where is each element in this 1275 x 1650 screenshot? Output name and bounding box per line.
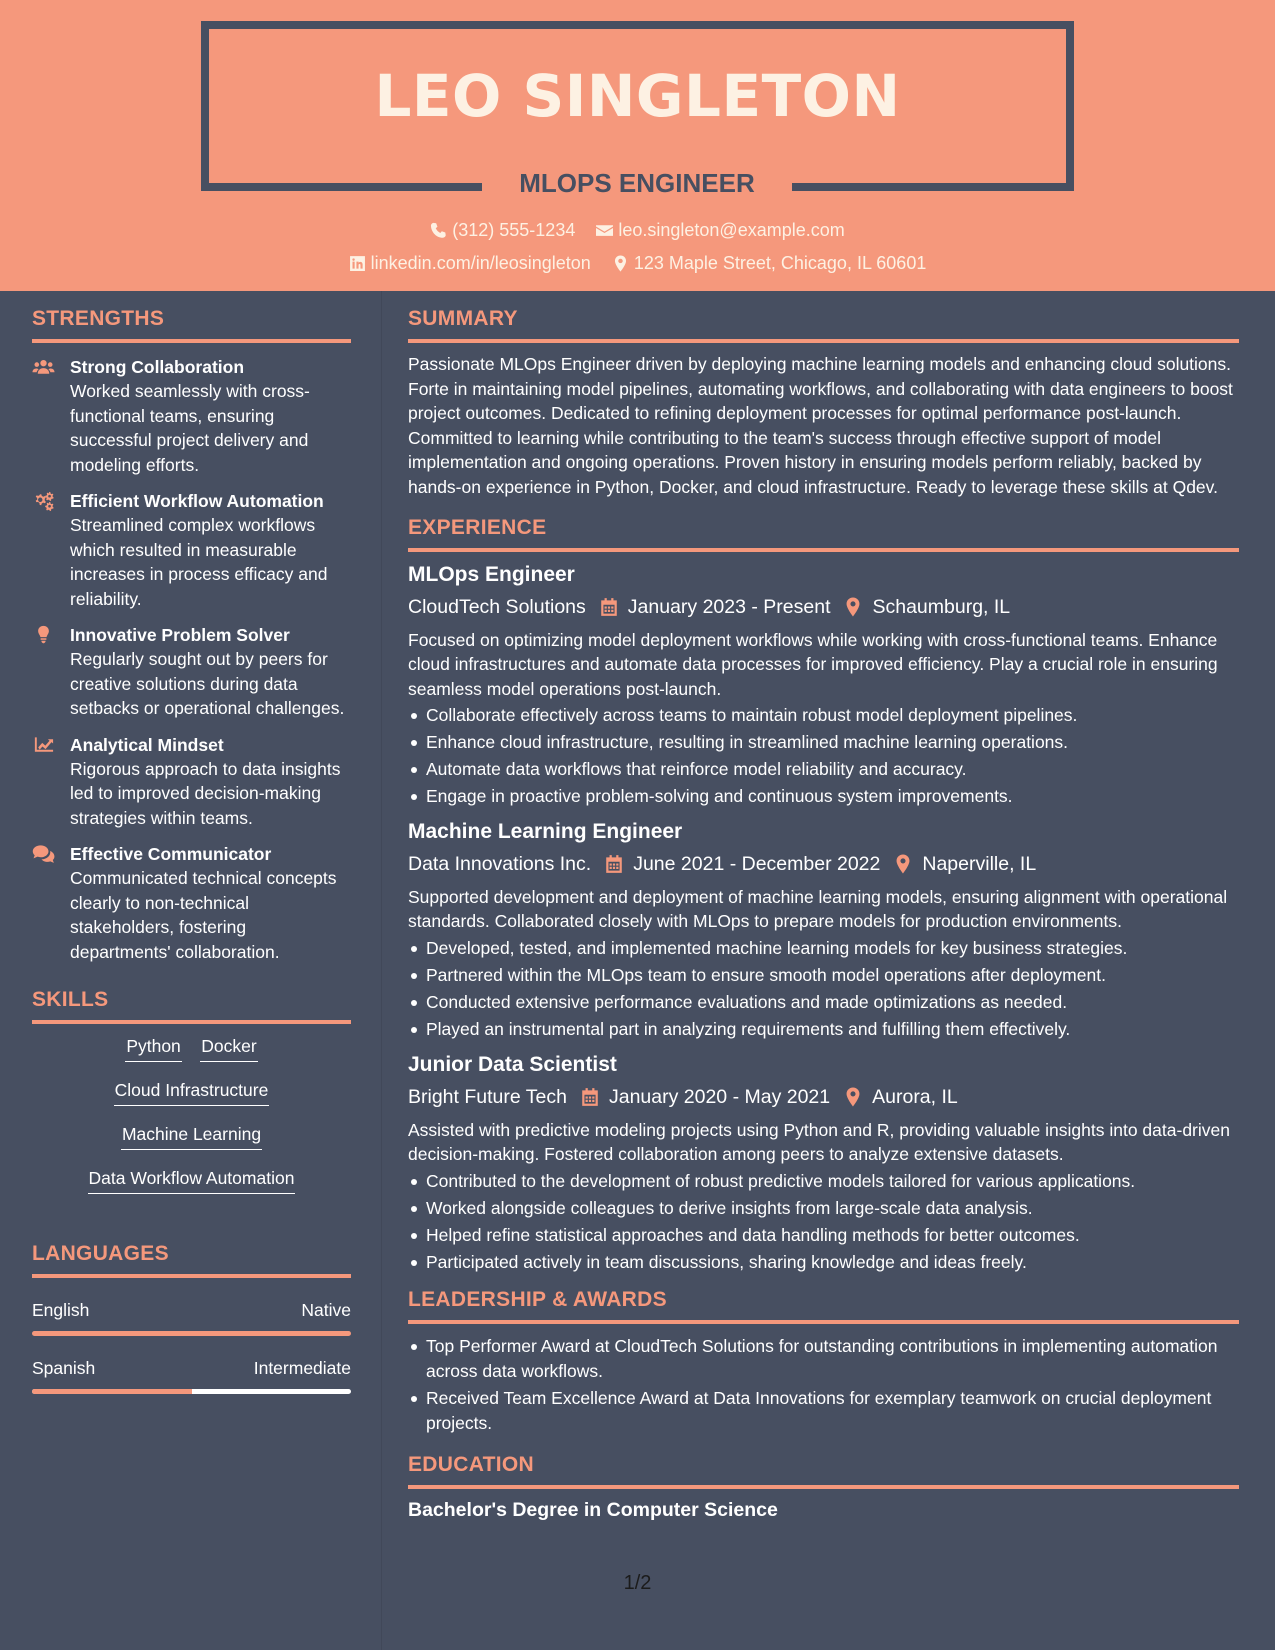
job-bullet: Partnered within the MLOps team to ensure smooth model operations after deployment. xyxy=(408,963,1239,988)
language-item xyxy=(32,1300,351,1336)
strength-desc: Worked seamlessly with cross-functional teams, ensuring successful project delivery and modeling efforts. xyxy=(70,381,310,475)
job-meta xyxy=(408,849,1239,879)
job-bullet: Automate data workflows that reinforce model reliability and accuracy. xyxy=(408,757,1239,782)
page-number: 1/2 xyxy=(623,1572,652,1594)
experience-title: EXPERIENCE xyxy=(408,515,547,539)
languages-section xyxy=(32,1242,351,1394)
phone-text: (312) 555-1234 xyxy=(452,220,576,240)
job-dates: January 2020 - May 2021 xyxy=(608,1085,831,1108)
strength-item xyxy=(32,489,351,611)
map-pin-icon xyxy=(844,597,862,617)
language-bar xyxy=(32,1389,351,1394)
envelope-icon xyxy=(596,222,613,239)
education-degree: Bachelor's Degree in Computer Science xyxy=(408,1499,778,1522)
job-bullet: Enhance cloud infrastructure, resulting in streamlined machine learning operations. xyxy=(408,730,1239,755)
section-rule xyxy=(408,339,1239,343)
language-bar-fill xyxy=(32,1389,192,1394)
linkedin-icon xyxy=(349,255,366,272)
job-role: MLOps Engineer xyxy=(408,562,575,586)
strength-desc: Regularly sought out by peers for creative solutions during data setbacks or operational challenges. xyxy=(70,649,345,718)
section-rule xyxy=(408,1320,1239,1324)
comments-icon xyxy=(32,844,55,864)
contact-row-2 xyxy=(0,253,1275,277)
languages-title: LANGUAGES xyxy=(32,1242,169,1265)
strength-name: Effective Communicator xyxy=(70,844,272,864)
gears-icon xyxy=(32,491,55,511)
job-company: Data Innovations Inc. xyxy=(408,852,592,875)
skills-title: SKILLS xyxy=(32,988,109,1011)
map-pin-icon xyxy=(612,255,629,272)
column-divider xyxy=(381,291,382,1650)
strength-desc: Streamlined complex workflows which resulted in measurable increases in process efficacy and reliability. xyxy=(70,515,328,609)
right-column xyxy=(408,307,1239,1522)
phone-icon xyxy=(430,222,447,239)
strength-item xyxy=(32,623,351,721)
strengths-title: STRENGTHS xyxy=(32,307,165,330)
job-company: Bright Future Tech xyxy=(408,1085,567,1108)
job-location: Naperville, IL xyxy=(922,852,1037,875)
address-contact xyxy=(612,253,927,274)
language-name: English xyxy=(32,1300,90,1320)
education-title: EDUCATION xyxy=(408,1453,534,1477)
calendar-icon xyxy=(600,597,618,617)
users-icon xyxy=(32,357,55,377)
language-level: Native xyxy=(301,1300,351,1320)
left-column xyxy=(32,307,351,1394)
job-bullet: Worked alongside colleagues to derive insights from large-scale data analysis. xyxy=(408,1196,1239,1221)
section-rule xyxy=(32,1020,351,1024)
experience-section xyxy=(408,516,1239,1275)
job-description: Focused on optimizing model deployment workflows while working with cross-functional teams. Enhance cloud infrastructures and automate data processes for improved efficiency. Play a crucial role in ensuring seamless model operations post-launch. xyxy=(408,629,1218,699)
language-bar-fill xyxy=(32,1331,351,1336)
language-item xyxy=(32,1358,351,1394)
job-description: Assisted with predictive modeling projects using Python and R, providing valuable insights into data-driven decision-making. Fostered collaboration among peers to analyze extensive datasets. xyxy=(408,1119,1230,1165)
job-bullet: Participated actively in team discussions, sharing knowledge and ideas freely. xyxy=(408,1250,1239,1275)
job-bullets xyxy=(408,936,1239,1042)
calendar-icon xyxy=(605,854,623,874)
email-contact[interactable] xyxy=(596,220,844,241)
map-pin-icon xyxy=(894,854,912,874)
job-entry xyxy=(408,1050,1239,1275)
strength-item xyxy=(32,733,351,831)
strength-item xyxy=(32,842,351,964)
linkedin-contact[interactable] xyxy=(349,253,591,274)
skill-tag: Data Workflow Automation xyxy=(88,1168,296,1194)
job-title: MLOPS ENGINEER xyxy=(519,168,755,198)
job-bullet: Contributed to the development of robust predictive models tailored for various applications. xyxy=(408,1169,1239,1194)
job-bullet: Collaborate effectively across teams to maintain robust model deployment pipelines. xyxy=(408,703,1239,728)
job-description: Supported development and deployment of machine learning models, ensuring alignment with operational standards. Collaborated closely with MLOps to prepare models for production environments. xyxy=(408,886,1228,932)
award-item: Top Performer Award at CloudTech Solutions for outstanding contributions in implementing automation across data workflows. xyxy=(408,1334,1239,1383)
strengths-section xyxy=(32,307,351,964)
job-company: CloudTech Solutions xyxy=(408,595,586,618)
candidate-name: LEO SINGLETON xyxy=(374,62,901,130)
chart-line-icon xyxy=(32,735,55,755)
skills-section xyxy=(32,988,351,1198)
skill-tag: Machine Learning xyxy=(121,1124,262,1150)
strength-item xyxy=(32,355,351,477)
awards-section xyxy=(408,1288,1239,1435)
resume-header xyxy=(0,0,1275,291)
awards-list xyxy=(408,1334,1239,1435)
job-meta xyxy=(408,1082,1239,1112)
job-role: Machine Learning Engineer xyxy=(408,819,683,843)
section-rule xyxy=(408,1485,1239,1489)
language-level: Intermediate xyxy=(253,1358,351,1378)
job-dates: June 2021 - December 2022 xyxy=(633,852,881,875)
job-bullet: Helped refine statistical approaches and data handling methods for better outcomes. xyxy=(408,1223,1239,1248)
address-text: 123 Maple Street, Chicago, IL 60601 xyxy=(633,253,927,273)
section-rule xyxy=(32,1274,351,1278)
job-bullets xyxy=(408,703,1239,809)
awards-title: LEADERSHIP & AWARDS xyxy=(408,1288,667,1312)
job-bullet: Engage in proactive problem-solving and continuous system improvements. xyxy=(408,784,1239,809)
skill-tag: Cloud Infrastructure xyxy=(114,1080,270,1106)
job-entry xyxy=(408,817,1239,1042)
section-rule xyxy=(408,548,1239,552)
language-name: Spanish xyxy=(32,1358,96,1378)
skill-tag: Docker xyxy=(200,1036,257,1062)
section-rule xyxy=(32,339,351,343)
summary-title: SUMMARY xyxy=(408,307,518,330)
strength-name: Efficient Workflow Automation xyxy=(70,491,324,511)
map-pin-icon xyxy=(844,1087,862,1107)
education-section xyxy=(408,1453,1239,1522)
lightbulb-icon xyxy=(32,625,55,645)
contact-row-1 xyxy=(0,220,1275,244)
language-bar xyxy=(32,1331,351,1336)
job-location: Schaumburg, IL xyxy=(872,595,1011,618)
job-meta xyxy=(408,592,1239,622)
job-dates: January 2023 - Present xyxy=(627,595,831,618)
strength-name: Innovative Problem Solver xyxy=(70,625,290,645)
skill-tag: Python xyxy=(125,1036,181,1062)
strength-name: Analytical Mindset xyxy=(70,734,224,755)
skills-list xyxy=(32,1036,351,1198)
strength-name: Strong Collaboration xyxy=(70,357,245,377)
strength-desc: Communicated technical concepts clearly to non-technical stakeholders, fostering departments' collaboration. xyxy=(70,868,337,962)
summary-text: Passionate MLOps Engineer driven by deploying machine learning models and enhancing cloud solutions. Forte in maintaining model pipelines, automating workflows, and collaborating with data engineers to boost project outcomes. Dedicated to refining deployment processes for optimal performance post-launch. Committed to learning while contributing to the team's success through effective support of model implementation and ongoing operations. Proven history in ensuring models perform reliably, backed by hands-on experience in Python, Docker, and cloud infrastructure. Ready to leverage these skills at Qdev. xyxy=(408,354,1233,497)
calendar-icon xyxy=(581,1087,599,1107)
strength-desc: Rigorous approach to data insights led to improved decision-making strategies within teams. xyxy=(70,758,341,828)
job-bullet: Conducted extensive performance evaluations and made optimizations as needed. xyxy=(408,990,1239,1015)
job-bullets xyxy=(408,1169,1239,1275)
award-item: Received Team Excellence Award at Data Innovations for exemplary teamwork on crucial deployment projects. xyxy=(408,1386,1239,1435)
phone-contact[interactable] xyxy=(430,220,575,241)
job-entry xyxy=(408,560,1239,809)
summary-section xyxy=(408,307,1239,500)
linkedin-text: linkedin.com/in/leosingleton xyxy=(370,253,591,273)
email-text: leo.singleton@example.com xyxy=(618,220,845,240)
job-role: Junior Data Scientist xyxy=(408,1052,617,1076)
job-bullet: Played an instrumental part in analyzing requirements and fulfilling them effectively. xyxy=(408,1017,1239,1042)
job-bullet: Developed, tested, and implemented machine learning models for key business strategies. xyxy=(408,936,1239,961)
job-location: Aurora, IL xyxy=(872,1085,958,1108)
